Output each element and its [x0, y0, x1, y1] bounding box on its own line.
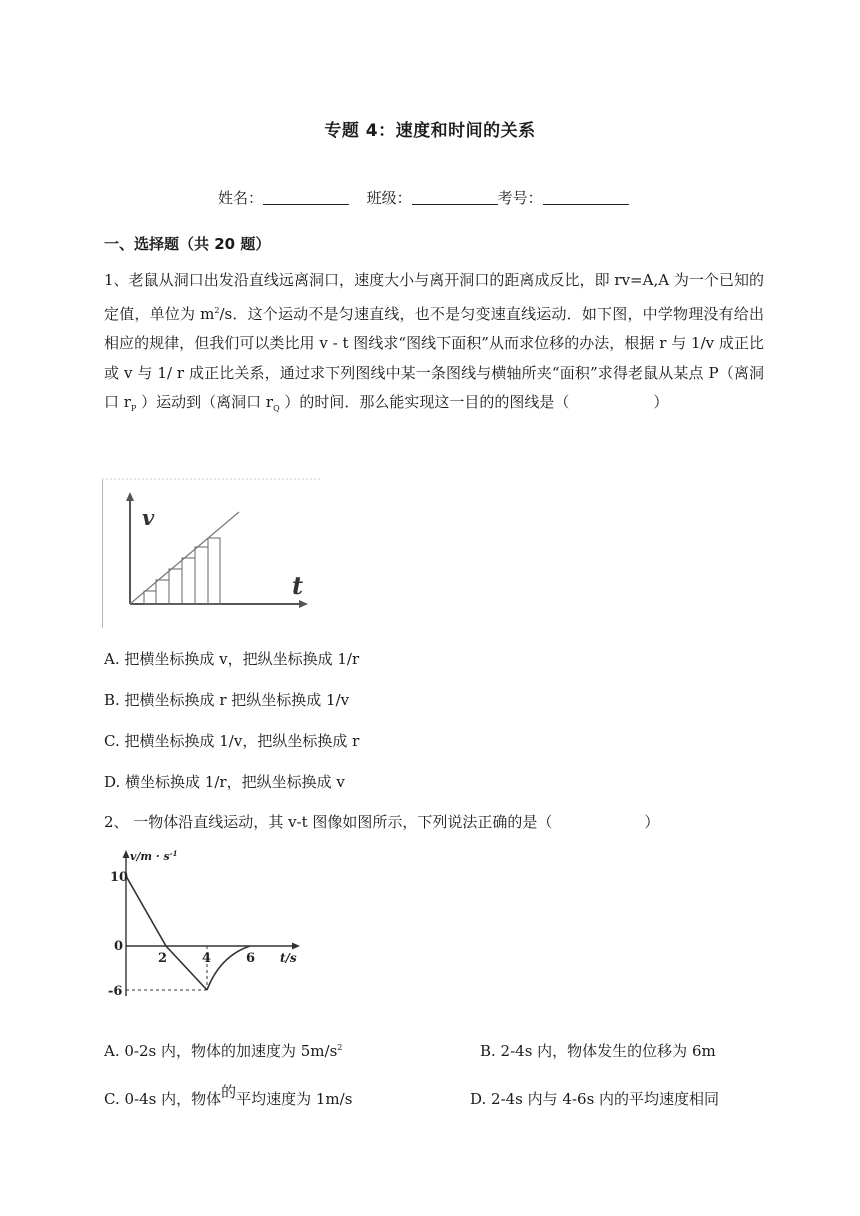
- q1-option-d[interactable]: D. 横坐标换成 1/r，把纵坐标换成 v: [104, 773, 345, 791]
- figure-vt-graph: [108, 846, 308, 1006]
- figure2-x-axis-label: t/s: [280, 951, 297, 965]
- figure2-x-tick-6: 6: [246, 951, 256, 966]
- unit-superscript: 2: [214, 305, 220, 315]
- number-blank[interactable]: [543, 189, 629, 205]
- q2-option-c[interactable]: C. 0-4s 内，物体的平均速度为 1m/s: [104, 1083, 353, 1108]
- page-title: 专题 4：速度和时间的关系: [324, 121, 536, 141]
- question-2-stem: 2、 一物体沿直线运动，其 v-t 图像如图所示，下列说法正确的是（ ）: [104, 813, 660, 831]
- name-blank[interactable]: [263, 189, 349, 205]
- number-label: 考号：: [497, 189, 543, 207]
- figure2-y-tick-10: 10: [110, 870, 129, 885]
- name-label: 姓名：: [218, 189, 264, 207]
- subscript-q: Q: [273, 404, 280, 413]
- q2-option-a[interactable]: A. 0-2s 内，物体的加速度为 $5m/s^2$: [104, 1042, 343, 1060]
- subscript-p: P: [130, 404, 137, 413]
- figure2-y-tick-neg6: -6: [108, 984, 123, 999]
- q1-option-b[interactable]: B. 把横坐标换成 r 把纵坐标换成 1/v: [104, 691, 350, 709]
- q1-option-a[interactable]: A. 把横坐标换成 v，把纵坐标换成 1/r: [104, 650, 360, 668]
- figure2-y-axis-label: $v/m \cdot s^{-1}$: [130, 849, 178, 863]
- class-blank[interactable]: [412, 189, 498, 205]
- q1-option-c[interactable]: C. 把横坐标换成 1/v，把纵坐标换成 r: [104, 732, 360, 750]
- figure1-y-label: v: [142, 505, 155, 530]
- student-info: [218, 187, 629, 208]
- question-1-stem: 1、老鼠从洞口出发沿直线远离洞口，速度大小与离开洞口的距离成反比，即 rv=A,A 为一个已知的定值，单位为 $m^2/s$．这个运动不是匀速直线，也不是匀变速直线运动．如下图，中学物理没有给出相应的规律，但我们可以类比用 v - t 图线求“图线下面积”从而求位移的办法，根据 r 与 1/v 成正比或 v 与 1/ r 成正比关系，通过求下列图线中某一条图线与横轴所夹“面积”求得老鼠从某点 P（离洞口 $r_P$ ）运动到（离洞口 $r_Q$ ）的时间．那么能实现这一目的的图线是（ ）: [104, 271, 764, 413]
- section-heading: 一、选择题（共 20 题）: [104, 235, 271, 253]
- figure2-y-tick-0: 0: [114, 939, 124, 954]
- figure1-x-label: t: [292, 571, 304, 600]
- class-label: 班级：: [366, 189, 412, 207]
- figure-vt-staircase: [102, 478, 324, 630]
- figure2-x-tick-4: 4: [202, 951, 212, 966]
- q2-option-d[interactable]: D. 2-4s 内与 4-6s 内的平均速度相同: [470, 1090, 720, 1108]
- figure2-x-tick-2: 2: [158, 951, 168, 966]
- q2-option-b[interactable]: B. 2-4s 内，物体发生的位移为 6m: [480, 1042, 716, 1060]
